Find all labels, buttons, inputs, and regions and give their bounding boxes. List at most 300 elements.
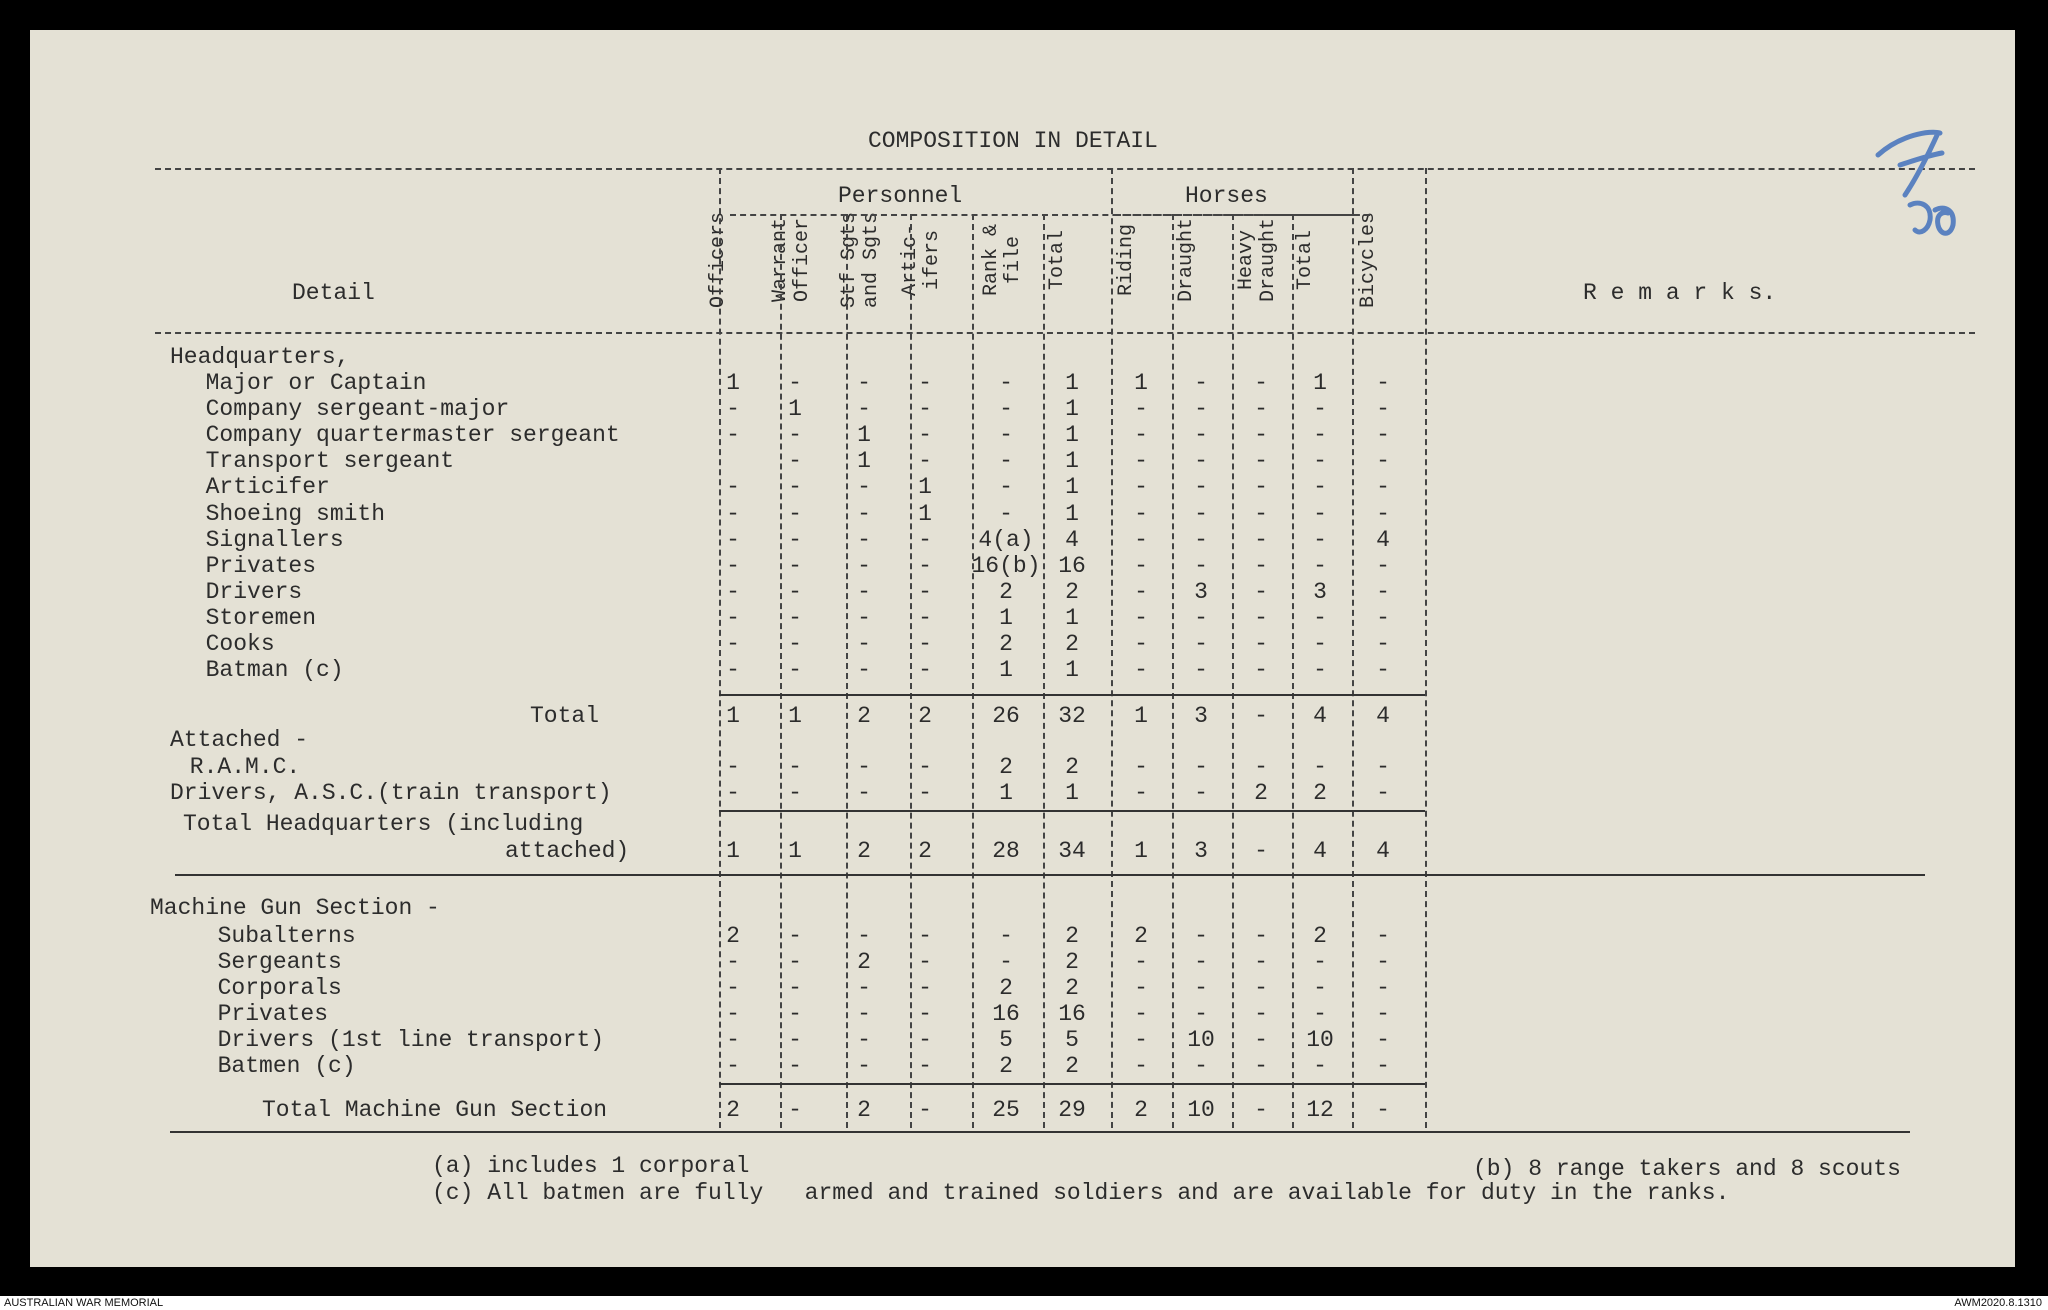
column-rule bbox=[910, 214, 912, 1128]
table-cell: 3 bbox=[1194, 703, 1208, 729]
table-cell: - bbox=[857, 631, 871, 657]
rule-horses bbox=[1115, 214, 1355, 216]
table-cell: - bbox=[1254, 657, 1268, 683]
table-cell: - bbox=[857, 780, 871, 806]
table-cell: - bbox=[1254, 1001, 1268, 1027]
table-cell: - bbox=[726, 975, 740, 1001]
table-row-label: Signallers bbox=[178, 527, 344, 553]
table-cell: 1 bbox=[1065, 448, 1079, 474]
table-cell: - bbox=[857, 657, 871, 683]
table-cell: 2 bbox=[999, 1053, 1013, 1079]
table-cell: - bbox=[1313, 501, 1327, 527]
table-cell: - bbox=[1254, 1053, 1268, 1079]
table-cell: - bbox=[1134, 975, 1148, 1001]
table-row-label: Machine Gun Section - bbox=[150, 895, 440, 921]
table-cell: 5 bbox=[999, 1027, 1013, 1053]
table-cell: - bbox=[1376, 370, 1390, 396]
column-rule bbox=[1425, 168, 1427, 1128]
table-cell: 16 bbox=[1058, 1001, 1086, 1027]
table-cell: 2 bbox=[726, 1097, 740, 1123]
detail-header: Detail bbox=[292, 280, 375, 306]
column-rule bbox=[1292, 214, 1294, 1128]
table-cell: - bbox=[1254, 975, 1268, 1001]
table-cell: 2 bbox=[1065, 1053, 1079, 1079]
table-cell: - bbox=[918, 631, 932, 657]
table-cell: - bbox=[1194, 448, 1208, 474]
table-cell: - bbox=[857, 923, 871, 949]
table-cell: 1 bbox=[1065, 370, 1079, 396]
column-header: Total bbox=[1294, 230, 1317, 291]
table-cell: - bbox=[1313, 605, 1327, 631]
table-cell: - bbox=[1376, 657, 1390, 683]
column-header: Total bbox=[1046, 230, 1069, 291]
table-cell: - bbox=[788, 1027, 802, 1053]
table-cell: 2 bbox=[918, 703, 932, 729]
table-cell: - bbox=[1134, 396, 1148, 422]
table-cell: - bbox=[788, 501, 802, 527]
table-cell: - bbox=[918, 422, 932, 448]
table-cell: - bbox=[1194, 527, 1208, 553]
table-cell: 3 bbox=[1313, 579, 1327, 605]
table-row-label: R.A.M.C. bbox=[176, 754, 301, 780]
table-cell: - bbox=[788, 1053, 802, 1079]
table-cell: - bbox=[918, 923, 932, 949]
footer-bar bbox=[0, 1296, 2048, 1310]
table-cell: - bbox=[1376, 474, 1390, 500]
table-row-label: Major or Captain bbox=[178, 370, 427, 396]
table-cell: - bbox=[857, 579, 871, 605]
table-cell: - bbox=[1134, 448, 1148, 474]
table-cell: - bbox=[1134, 1027, 1148, 1053]
table-cell: 2 bbox=[857, 838, 871, 864]
table-cell: - bbox=[1194, 754, 1208, 780]
table-cell: 1 bbox=[1065, 501, 1079, 527]
column-header: Artic- ifers bbox=[899, 224, 944, 297]
table-cell: - bbox=[857, 501, 871, 527]
table-cell: 2 bbox=[1065, 975, 1079, 1001]
table-cell: - bbox=[1134, 579, 1148, 605]
table-cell: - bbox=[1313, 949, 1327, 975]
table-cell: 12 bbox=[1306, 1097, 1334, 1123]
table-cell: 1 bbox=[918, 474, 932, 500]
table-cell: - bbox=[999, 448, 1013, 474]
table-cell: 1 bbox=[726, 370, 740, 396]
table-cell: - bbox=[1134, 949, 1148, 975]
table-cell: 29 bbox=[1058, 1097, 1086, 1123]
table-cell: - bbox=[999, 370, 1013, 396]
table-cell: 1 bbox=[1065, 474, 1079, 500]
table-cell: - bbox=[1254, 370, 1268, 396]
column-rule bbox=[846, 214, 848, 1128]
table-cell: 1 bbox=[1134, 838, 1148, 864]
rule-top bbox=[155, 168, 1975, 170]
table-cell: - bbox=[999, 923, 1013, 949]
table-row-label: Attached - bbox=[170, 727, 309, 753]
table-cell: - bbox=[1254, 422, 1268, 448]
table-cell: - bbox=[918, 754, 932, 780]
table-cell: - bbox=[788, 370, 802, 396]
table-cell: - bbox=[1254, 605, 1268, 631]
table-cell: - bbox=[1313, 754, 1327, 780]
table-cell: 4 bbox=[1313, 703, 1327, 729]
table-cell: - bbox=[1134, 780, 1148, 806]
table-cell: 2 bbox=[857, 703, 871, 729]
column-header: Officers bbox=[707, 212, 730, 309]
table-cell: - bbox=[1376, 553, 1390, 579]
table-cell: - bbox=[1134, 631, 1148, 657]
table-cell: 1 bbox=[788, 703, 802, 729]
table-cell: - bbox=[788, 527, 802, 553]
column-header: Warrant Officer bbox=[769, 218, 814, 303]
column-header: Bicycles bbox=[1357, 212, 1380, 309]
table-cell: 2 bbox=[999, 579, 1013, 605]
document-title: COMPOSITION IN DETAIL bbox=[868, 128, 1158, 154]
table-cell: - bbox=[1313, 1053, 1327, 1079]
table-cell: - bbox=[1313, 448, 1327, 474]
table-row-label: Cooks bbox=[178, 631, 275, 657]
table-cell: 1 bbox=[788, 838, 802, 864]
document-page bbox=[30, 30, 2015, 1267]
table-cell: 1 bbox=[1065, 605, 1079, 631]
table-cell: - bbox=[726, 553, 740, 579]
table-cell: - bbox=[1254, 703, 1268, 729]
table-row-label: Total Headquarters (including bbox=[183, 811, 584, 837]
column-rule bbox=[1232, 214, 1234, 1128]
table-cell: - bbox=[857, 474, 871, 500]
table-cell: - bbox=[726, 579, 740, 605]
rule-mgs bbox=[719, 1083, 1425, 1085]
column-rule bbox=[719, 168, 721, 1128]
table-cell: - bbox=[726, 501, 740, 527]
table-cell: 10 bbox=[1187, 1097, 1215, 1123]
table-cell: - bbox=[857, 754, 871, 780]
table-cell: - bbox=[857, 605, 871, 631]
table-cell: - bbox=[726, 605, 740, 631]
table-cell: - bbox=[1134, 657, 1148, 683]
table-cell: - bbox=[1194, 396, 1208, 422]
table-cell: 2 bbox=[857, 949, 871, 975]
table-cell: - bbox=[788, 474, 802, 500]
table-cell: - bbox=[1134, 527, 1148, 553]
table-cell: 10 bbox=[1306, 1027, 1334, 1053]
table-cell: - bbox=[1254, 754, 1268, 780]
table-row-label: Drivers, A.S.C.(train transport) bbox=[170, 780, 612, 806]
table-cell: - bbox=[726, 474, 740, 500]
table-cell: - bbox=[788, 975, 802, 1001]
column-rule bbox=[972, 214, 974, 1128]
table-cell: 4(a) bbox=[978, 527, 1034, 553]
column-header: Riding bbox=[1115, 224, 1138, 297]
table-cell: - bbox=[857, 553, 871, 579]
table-cell: 2 bbox=[999, 631, 1013, 657]
group-personnel-label: Personnel bbox=[838, 183, 963, 209]
note-b: (b) 8 range takers and 8 scouts bbox=[1473, 1156, 1901, 1182]
table-cell: 2 bbox=[918, 838, 932, 864]
table-cell: - bbox=[918, 448, 932, 474]
table-cell: - bbox=[788, 422, 802, 448]
table-cell: - bbox=[1254, 923, 1268, 949]
table-cell: - bbox=[1194, 657, 1208, 683]
table-cell: - bbox=[788, 553, 802, 579]
table-cell: 1 bbox=[1134, 703, 1148, 729]
table-row-label: Company sergeant-major bbox=[178, 396, 510, 422]
table-cell: - bbox=[1134, 501, 1148, 527]
table-cell: 16(b) bbox=[971, 553, 1041, 579]
table-cell: 2 bbox=[999, 975, 1013, 1001]
table-cell: 2 bbox=[1065, 631, 1079, 657]
table-cell: - bbox=[1313, 631, 1327, 657]
table-cell: - bbox=[1194, 923, 1208, 949]
table-cell: - bbox=[1376, 579, 1390, 605]
table-cell: - bbox=[918, 975, 932, 1001]
table-cell: 28 bbox=[992, 838, 1020, 864]
table-cell: - bbox=[726, 1053, 740, 1079]
table-cell: - bbox=[726, 949, 740, 975]
table-cell: - bbox=[788, 579, 802, 605]
table-row-label: Transport sergeant bbox=[178, 448, 455, 474]
table-cell: - bbox=[999, 474, 1013, 500]
table-cell: - bbox=[1134, 553, 1148, 579]
rule-attached bbox=[719, 810, 1425, 812]
table-cell: - bbox=[726, 631, 740, 657]
column-rule bbox=[1111, 168, 1113, 1128]
remarks-header: R e m a r k s. bbox=[1583, 280, 1777, 306]
table-cell: - bbox=[918, 1097, 932, 1123]
table-cell: - bbox=[1313, 975, 1327, 1001]
table-cell: - bbox=[1254, 1027, 1268, 1053]
table-cell: 2 bbox=[726, 923, 740, 949]
table-cell: - bbox=[1376, 1027, 1390, 1053]
table-cell: - bbox=[1194, 631, 1208, 657]
rule-header-bottom bbox=[155, 332, 1975, 334]
table-row-label: Privates bbox=[178, 553, 317, 579]
table-cell: - bbox=[999, 501, 1013, 527]
table-cell: 2 bbox=[1313, 780, 1327, 806]
table-row-label: Batmen (c) bbox=[190, 1053, 356, 1079]
column-rule bbox=[1172, 214, 1174, 1128]
table-cell: - bbox=[918, 657, 932, 683]
table-cell: - bbox=[1134, 1053, 1148, 1079]
table-cell: 1 bbox=[999, 605, 1013, 631]
table-cell: - bbox=[918, 527, 932, 553]
table-cell: 1 bbox=[1065, 780, 1079, 806]
table-cell: - bbox=[999, 422, 1013, 448]
table-cell: - bbox=[1376, 1001, 1390, 1027]
table-cell: 10 bbox=[1187, 1027, 1215, 1053]
table-cell: - bbox=[788, 631, 802, 657]
table-cell: - bbox=[857, 527, 871, 553]
table-cell: - bbox=[726, 657, 740, 683]
table-cell: - bbox=[1376, 923, 1390, 949]
table-cell: - bbox=[1134, 422, 1148, 448]
table-cell: - bbox=[918, 396, 932, 422]
table-cell: - bbox=[788, 754, 802, 780]
table-cell: - bbox=[788, 1001, 802, 1027]
table-cell: - bbox=[1376, 396, 1390, 422]
table-cell: 1 bbox=[1313, 370, 1327, 396]
table-cell: - bbox=[1376, 975, 1390, 1001]
table-cell: - bbox=[726, 1027, 740, 1053]
table-cell: - bbox=[1134, 605, 1148, 631]
table-row-label: Privates bbox=[190, 1001, 329, 1027]
table-cell: - bbox=[1313, 474, 1327, 500]
table-cell: - bbox=[726, 527, 740, 553]
table-cell: - bbox=[1376, 501, 1390, 527]
table-cell: - bbox=[1194, 1053, 1208, 1079]
table-cell: - bbox=[1134, 474, 1148, 500]
table-cell: - bbox=[857, 1053, 871, 1079]
table-cell: - bbox=[918, 1053, 932, 1079]
table-cell: - bbox=[918, 949, 932, 975]
table-cell: 1 bbox=[1134, 370, 1148, 396]
table-cell: - bbox=[1376, 605, 1390, 631]
table-cell: - bbox=[857, 975, 871, 1001]
table-row-label: attached) bbox=[505, 838, 630, 864]
rule-total-hq bbox=[175, 874, 1925, 876]
table-cell: - bbox=[1254, 631, 1268, 657]
table-cell: 4 bbox=[1065, 527, 1079, 553]
table-cell: - bbox=[857, 370, 871, 396]
table-cell: 1 bbox=[1065, 396, 1079, 422]
table-cell: - bbox=[1313, 422, 1327, 448]
table-cell: - bbox=[1376, 448, 1390, 474]
table-row-label: Storemen bbox=[178, 605, 317, 631]
table-cell: - bbox=[1254, 553, 1268, 579]
table-row-label: Total bbox=[530, 703, 600, 729]
table-cell: 2 bbox=[1065, 949, 1079, 975]
table-cell: - bbox=[1313, 1001, 1327, 1027]
table-cell: - bbox=[1194, 949, 1208, 975]
table-cell: - bbox=[1376, 780, 1390, 806]
table-cell: 2 bbox=[1134, 923, 1148, 949]
table-cell: 26 bbox=[992, 703, 1020, 729]
table-cell: - bbox=[1194, 474, 1208, 500]
table-cell: 25 bbox=[992, 1097, 1020, 1123]
table-cell: - bbox=[857, 396, 871, 422]
table-row-label: Total Machine Gun Section bbox=[262, 1097, 608, 1123]
table-cell: 4 bbox=[1313, 838, 1327, 864]
table-cell: 1 bbox=[788, 396, 802, 422]
table-cell: 2 bbox=[857, 1097, 871, 1123]
table-cell: 5 bbox=[1065, 1027, 1079, 1053]
table-cell: - bbox=[788, 448, 802, 474]
table-cell: 1 bbox=[857, 448, 871, 474]
table-cell: - bbox=[1194, 605, 1208, 631]
table-cell: - bbox=[788, 780, 802, 806]
table-cell: 1 bbox=[999, 657, 1013, 683]
table-cell: - bbox=[726, 1001, 740, 1027]
table-cell: - bbox=[1376, 422, 1390, 448]
table-cell: 1 bbox=[918, 501, 932, 527]
table-cell: - bbox=[918, 579, 932, 605]
table-cell: 1 bbox=[726, 838, 740, 864]
table-cell: - bbox=[857, 1001, 871, 1027]
table-cell: 2 bbox=[1254, 780, 1268, 806]
table-cell: - bbox=[1254, 579, 1268, 605]
table-cell: - bbox=[1134, 1001, 1148, 1027]
table-row-label: Shoeing smith bbox=[178, 501, 386, 527]
table-cell: - bbox=[918, 780, 932, 806]
table-cell: - bbox=[726, 422, 740, 448]
table-cell: - bbox=[1194, 1001, 1208, 1027]
note-a: (a) includes 1 corporal bbox=[432, 1153, 750, 1179]
table-cell: - bbox=[788, 949, 802, 975]
table-cell: - bbox=[857, 1027, 871, 1053]
table-cell: - bbox=[1254, 949, 1268, 975]
table-cell: - bbox=[726, 780, 740, 806]
table-cell: - bbox=[999, 949, 1013, 975]
table-row-label: Drivers bbox=[178, 579, 303, 605]
rule-final bbox=[170, 1131, 1910, 1133]
table-cell: 2 bbox=[1065, 923, 1079, 949]
table-cell: - bbox=[1194, 975, 1208, 1001]
table-cell: 2 bbox=[1313, 923, 1327, 949]
table-cell: 2 bbox=[1065, 754, 1079, 780]
table-cell: - bbox=[918, 605, 932, 631]
table-cell: 4 bbox=[1376, 838, 1390, 864]
table-cell: - bbox=[1313, 657, 1327, 683]
table-row-label: Corporals bbox=[190, 975, 342, 1001]
column-rule bbox=[1043, 214, 1045, 1128]
table-cell: 4 bbox=[1376, 527, 1390, 553]
table-cell: 16 bbox=[1058, 553, 1086, 579]
table-cell: - bbox=[1254, 474, 1268, 500]
table-row-label: Company quartermaster sergeant bbox=[178, 422, 620, 448]
table-cell: - bbox=[1254, 448, 1268, 474]
table-cell: 16 bbox=[992, 1001, 1020, 1027]
handwritten-mark bbox=[1860, 125, 1970, 245]
column-header: Stf Sgts and Sgts bbox=[838, 212, 883, 309]
table-cell: - bbox=[1254, 838, 1268, 864]
column-rule bbox=[1352, 168, 1354, 1128]
table-row-label: Articifer bbox=[178, 474, 330, 500]
table-cell: - bbox=[1313, 396, 1327, 422]
table-cell: 4 bbox=[1376, 703, 1390, 729]
table-row-label: Headquarters, bbox=[170, 344, 350, 370]
table-row-label: Batman (c) bbox=[178, 657, 344, 683]
table-cell: 34 bbox=[1058, 838, 1086, 864]
table-cell: - bbox=[1376, 1097, 1390, 1123]
table-cell: - bbox=[1376, 1053, 1390, 1079]
table-cell: - bbox=[1194, 370, 1208, 396]
table-cell: - bbox=[918, 370, 932, 396]
table-cell: - bbox=[788, 923, 802, 949]
table-cell: 32 bbox=[1058, 703, 1086, 729]
table-cell: 3 bbox=[1194, 579, 1208, 605]
table-cell: - bbox=[726, 754, 740, 780]
table-cell: - bbox=[788, 605, 802, 631]
table-cell: - bbox=[1134, 754, 1148, 780]
table-cell: 2 bbox=[999, 754, 1013, 780]
table-cell: - bbox=[1254, 501, 1268, 527]
table-cell: 1 bbox=[999, 780, 1013, 806]
table-cell: - bbox=[1313, 553, 1327, 579]
table-cell: - bbox=[1313, 527, 1327, 553]
rule-subtotal-hq bbox=[719, 694, 1425, 696]
table-cell: - bbox=[1254, 1097, 1268, 1123]
table-cell: - bbox=[788, 1097, 802, 1123]
table-cell: - bbox=[1376, 949, 1390, 975]
table-cell: - bbox=[999, 396, 1013, 422]
table-cell: - bbox=[788, 657, 802, 683]
table-cell: - bbox=[1254, 396, 1268, 422]
table-cell: - bbox=[1194, 553, 1208, 579]
table-cell: - bbox=[726, 396, 740, 422]
column-header: Rank & file bbox=[980, 224, 1025, 297]
table-cell: - bbox=[1194, 780, 1208, 806]
table-cell: - bbox=[918, 1001, 932, 1027]
table-cell: 1 bbox=[857, 422, 871, 448]
